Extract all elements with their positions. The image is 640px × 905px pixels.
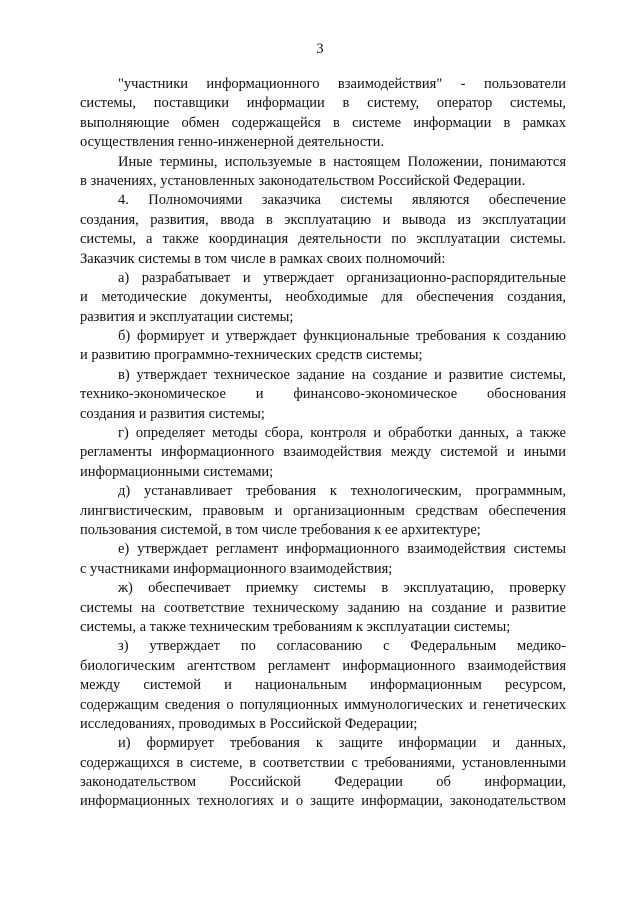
document-body <box>80 75 566 812</box>
text-line: и) формирует требования к защите информации и данных, <box>118 735 566 752</box>
text-line: г) определяет методы сбора, контроля и обработки данных, а также <box>118 425 566 442</box>
text-line: с участниками информационного взаимодействия; <box>80 560 393 577</box>
text-line: регламенты информационного взаимодействия между системой и иными <box>80 444 566 461</box>
text-line: создания и развития системы; <box>80 405 265 422</box>
text-line: д) устанавливает требования к технологическим, программным, <box>118 483 566 500</box>
text-line: "участники информационного взаимодействия" - пользователи <box>118 76 566 92</box>
text-line: системы, а также координация деятельности по эксплуатации системы. <box>80 231 566 248</box>
text-line: содержащихся в системе, в соответствии с требованиями, установленными <box>80 754 566 771</box>
text-line: в) утверждает техническое задание на создание и развитие системы, <box>118 366 566 383</box>
text-line: в значениях, установленных законодательством Российской Федерации. <box>80 172 526 189</box>
page-number: 3 <box>316 41 324 57</box>
text-line: а) разрабатывает и утверждает организационно-распорядительные <box>118 269 566 286</box>
text-line: 4. Полномочиями заказчика системы являются обеспечение <box>118 192 566 209</box>
text-line: между системой и национальным информационным ресурсом, <box>80 677 566 694</box>
text-line: е) утверждает регламент информационного взаимодействия системы <box>118 541 566 558</box>
text-line: Заказчик системы в том числе в рамках своих полномочий: <box>80 250 446 267</box>
text-line: информационных технологиях и о защите информации, законодательством <box>80 793 566 810</box>
text-line: содержащим сведения о популяционных иммунологических и генетических <box>80 696 566 713</box>
text-line: системы на соответствие техническому заданию на создание и развитие <box>80 599 566 616</box>
text-line: создания, развития, ввода в эксплуатацию и вывода из эксплуатации <box>80 211 566 228</box>
text-line: Иные термины, используемые в настоящем Положении, понимаются <box>118 153 566 170</box>
text-line: б) формирует и утверждает функциональные требования к созданию <box>118 328 566 345</box>
text-line: технико-экономическое и финансово-экономическое обоснования <box>80 386 566 403</box>
text-line: осуществления генно-инженерной деятельности. <box>80 134 385 151</box>
text-line: системы, а также техническим требованиям к эксплуатации системы; <box>80 618 511 635</box>
text-line: и методические документы, необходимые для обеспечения создания, <box>80 289 566 306</box>
text-line: выполняющие обмен содержащейся в системе информации в рамках <box>80 114 566 131</box>
text-line: ж) обеспечивает приемку системы в эксплуатацию, проверку <box>118 580 566 597</box>
text-line: пользования системой, в том числе требования к ее архитектуре; <box>80 521 481 538</box>
text-line: исследованиях, проводимых в Российской Федерации; <box>80 715 418 732</box>
text-line: лингвистическим, правовым и организационным средствам обеспечения <box>80 502 566 519</box>
text-line: информационными системами; <box>80 463 274 480</box>
text-line: системы, поставщики информации в систему, оператор системы, <box>80 95 566 112</box>
text-line: развития и эксплуатации системы; <box>80 308 294 325</box>
text-line: и развитию программно-технических средств системы; <box>80 347 423 364</box>
text-line: биологическим агентством регламент информационного взаимодействия <box>80 657 566 674</box>
text-line: з) утверждает по согласованию с Федеральным медико- <box>118 638 566 655</box>
text-line: законодательством Российской Федерации об информации, <box>80 774 566 791</box>
